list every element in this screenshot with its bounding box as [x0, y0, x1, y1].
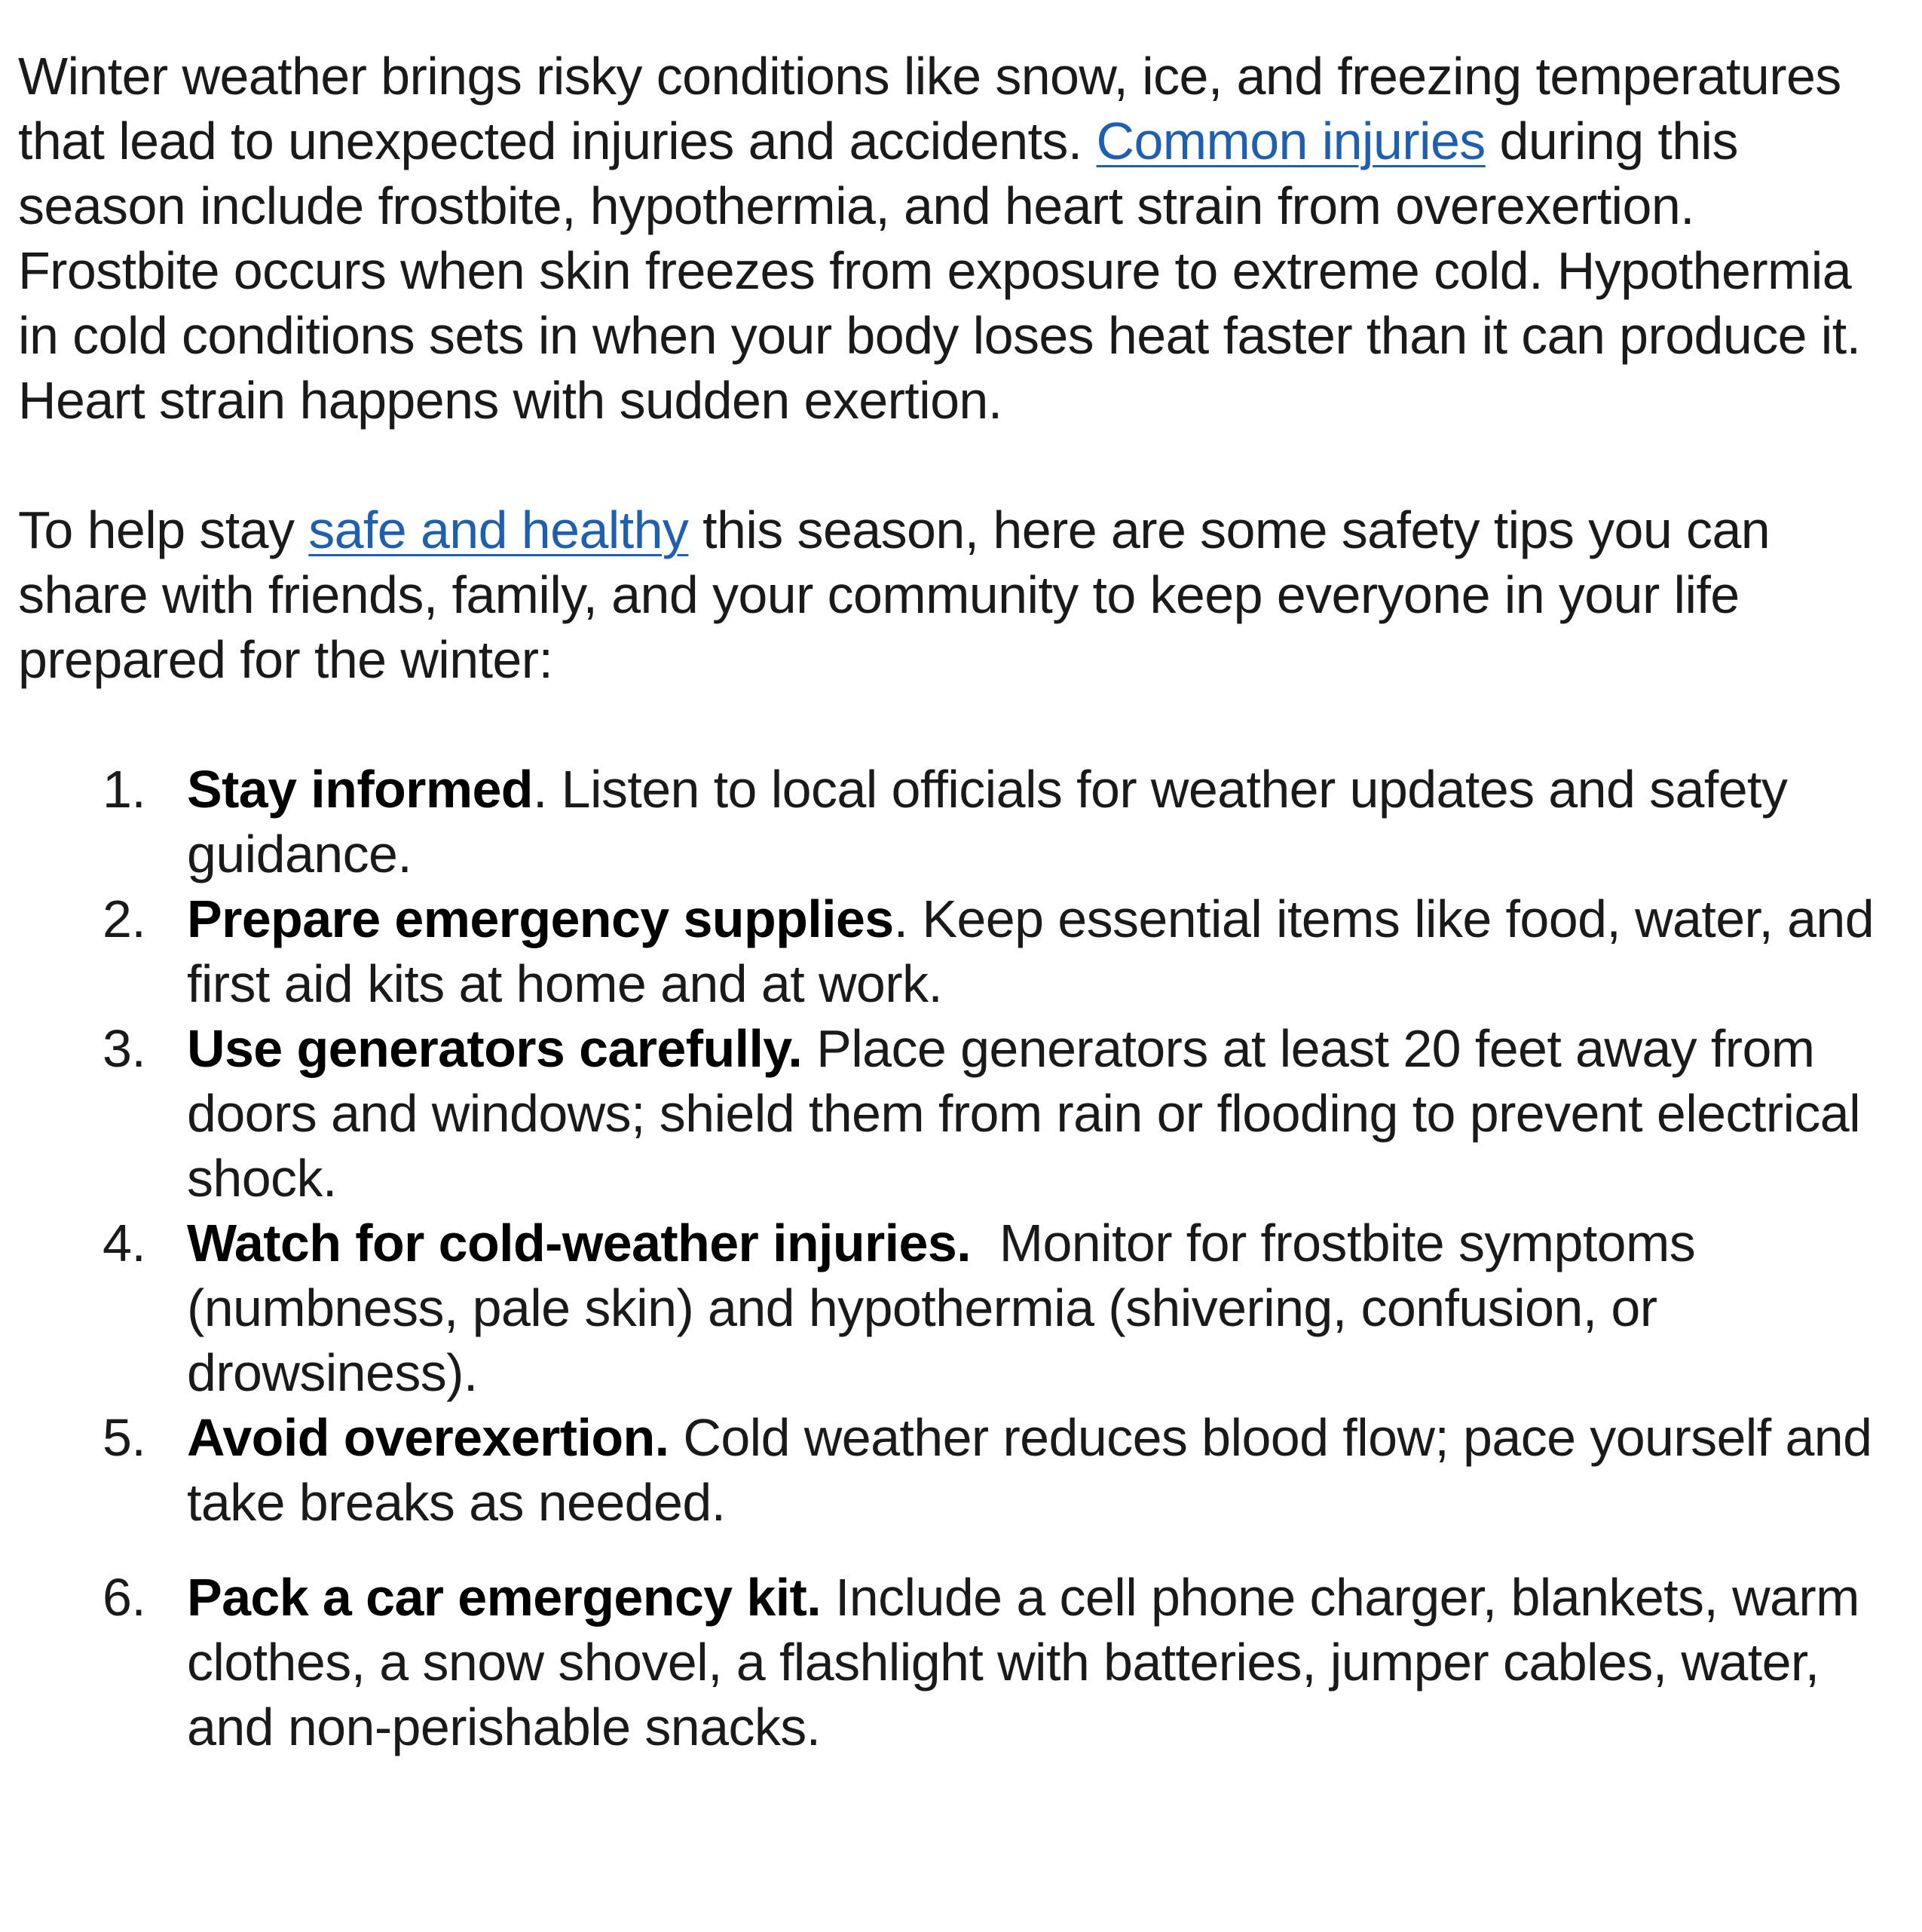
tip-title: Use generators carefully.	[187, 1019, 803, 1078]
intro-text-start: Winter weather brings risky conditions like snow, ice, and freezing temperatures that lead to unexpected injuries and accidents.	[18, 47, 1841, 170]
tip-number: 4.	[103, 1214, 146, 1272]
tip-title: Stay informed	[187, 760, 533, 819]
tip-number: 3.	[103, 1019, 146, 1078]
tip-number: 2.	[103, 889, 146, 948]
tip-title: Avoid overexertion.	[187, 1408, 669, 1467]
intro-paragraph	[18, 44, 1902, 433]
safety-tips-list	[18, 757, 1902, 1759]
tip-title: Watch for cold-weather injuries.	[187, 1214, 972, 1272]
tip-title: Pack a car emergency kit.	[187, 1568, 822, 1627]
tip-number: 6.	[103, 1568, 146, 1627]
tip-item	[18, 886, 1902, 1016]
tip-text: Include a cell phone charger, blankets, warm clothes, a snow shovel, a flashlight with batteries, jumper cables, water, and non-perishable snacks.	[187, 1568, 1859, 1756]
tip-text: Cold weather reduces blood flow; pace yourself and take breaks as needed.	[187, 1408, 1872, 1532]
tip-text: . Keep essential items like food, water, and first aid kits at home and at work.	[187, 889, 1875, 1013]
tips-intro-text-end: this season, here are some safety tips you can share with friends, family, and your community to keep everyone in your life prepared for the winter:	[18, 501, 1771, 689]
tips-intro-text-start: To help stay	[18, 501, 309, 559]
tip-item	[18, 1016, 1902, 1211]
tip-item	[18, 1405, 1902, 1535]
tip-item	[18, 1211, 1902, 1405]
common-injuries-link[interactable]: Common injuries	[1096, 112, 1486, 170]
tip-item	[18, 757, 1902, 886]
tip-number: 1.	[103, 760, 146, 819]
tips-intro-paragraph	[18, 498, 1902, 692]
tip-item	[18, 1565, 1902, 1759]
tip-text: Monitor for frostbite symptoms (numbness, pale skin) and hypothermia (shivering, confusion, or drowsiness).	[187, 1214, 1709, 1402]
tip-text: Place generators at least 20 feet away from doors and windows; shield them from rain or flooding to prevent electrical shock.	[187, 1019, 1861, 1208]
safe-and-healthy-link[interactable]: safe and healthy	[308, 501, 689, 559]
intro-text-end: during this season include frostbite, hypothermia, and heart strain from overexertion. Frostbite occurs when skin freezes from exposure to extreme cold. Hypothermia in cold conditions sets in when your body loses heat faster than it can produce it. Heart strain happens with sudden exertion.	[18, 112, 1861, 430]
tip-title: Prepare emergency supplies	[187, 889, 894, 948]
article-body	[18, 44, 1902, 1759]
tip-text: . Listen to local officials for weather updates and safety guidance.	[187, 760, 1788, 883]
tip-number: 5.	[103, 1408, 146, 1467]
